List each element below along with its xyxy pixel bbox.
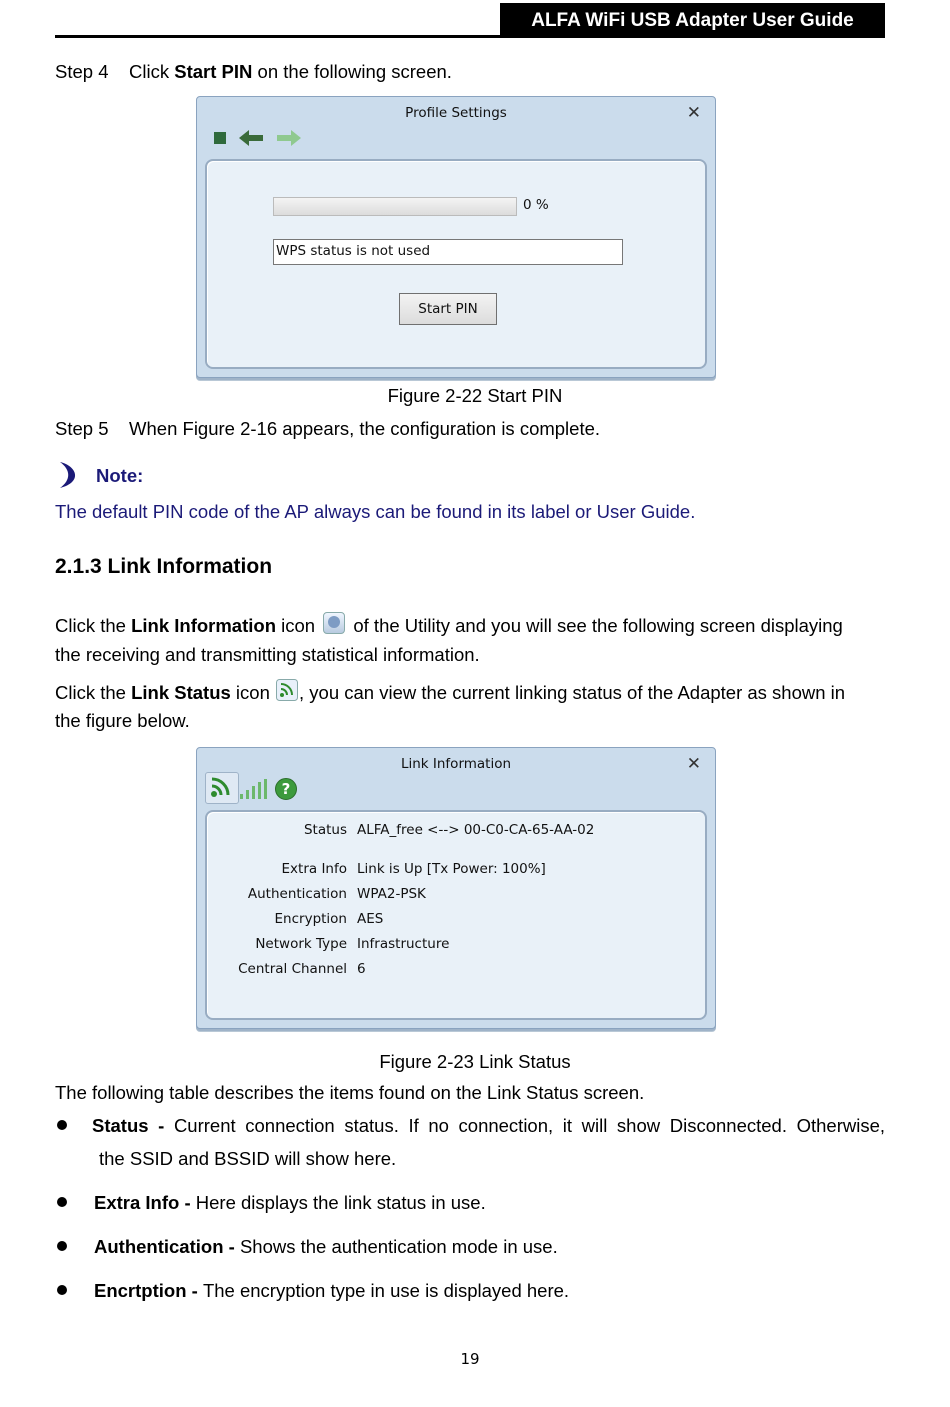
network-type-value: Infrastructure [357,936,450,952]
encryption-value: AES [357,911,384,927]
help-icon[interactable]: ? [275,778,297,800]
bullet-encryption: Encrtption - The encryption type in use is displayed here. [94,1280,570,1301]
wps-status-text: WPS status is not used [276,243,431,259]
dialog-title: Profile Settings [405,105,507,121]
profile-settings-dialog [196,96,716,378]
back-arrow-icon[interactable] [239,130,263,146]
wps-progress-bar [273,197,517,216]
close-icon[interactable]: ✕ [686,754,701,774]
bullet-dot [57,1241,67,1251]
figure-2-22-caption: Figure 2-22 Start PIN [387,385,563,406]
extra-info-label: Extra Info [281,861,347,877]
bullet-authentication: Authentication - Shows the authentication mode in use. [94,1236,558,1257]
signal-bars-icon[interactable] [239,778,271,800]
stop-icon[interactable] [214,132,226,144]
link-information-dialog [196,747,716,1029]
wps-status-field [273,239,623,265]
link-status-paragraph: Click the Link Status icon , you can view the current linking status of the Adapter as shown in [55,679,845,705]
tab-link-status[interactable] [205,772,239,804]
authentication-value: WPA2-PSK [357,886,426,902]
header-title: ALFA WiFi USB Adapter User Guide [500,3,885,38]
dialog-panel [205,810,707,1020]
bullet-extra-info: Extra Info - Here displays the link status in use. [94,1192,486,1213]
toolbar-icons [211,127,306,151]
dialog-title: Link Information [400,756,512,772]
extra-info-value: Link is Up [Tx Power: 100%] [357,861,546,877]
central-channel-value: 6 [357,961,366,977]
forward-arrow-icon[interactable] [277,130,301,146]
encryption-label: Encryption [274,911,347,927]
note-text: The default PIN code of the AP always can be found in its label or User Guide. [55,501,696,522]
bullet-dot [57,1285,67,1295]
link-status-icon [206,773,236,801]
link-status-icon [276,679,298,701]
bullet-dot [57,1197,67,1207]
step4-text: Step 4 Click Start PIN on the following screen. [55,61,452,82]
authentication-label: Authentication [247,886,347,902]
status-value: ALFA_free <--> 00-C0-CA-65-AA-02 [357,822,595,838]
progress-percent: 0 % [523,197,549,213]
network-type-label: Network Type [255,936,347,952]
step5-text: Step 5 When Figure 2-16 appears, the configuration is complete. [55,418,601,439]
close-icon[interactable]: ✕ [686,103,701,123]
dialog-panel [205,159,707,369]
table-intro: The following table describes the items found on the Link Status screen. [55,1082,645,1103]
link-info-paragraph-line2: the receiving and transmitting statistical information. [55,644,480,665]
figure-2-23-caption: Figure 2-23 Link Status [379,1051,571,1072]
bullet-dot [57,1120,67,1130]
central-channel-label: Central Channel [238,961,347,977]
start-pin-button[interactable]: Start PIN [399,293,497,325]
bullet-status-line2: the SSID and BSSID will show here. [99,1148,397,1169]
note-icon [57,460,83,490]
note-label: Note: [96,465,144,486]
link-information-icon [323,612,345,634]
status-label: Status [303,822,347,838]
section-heading: 2.1.3 Link Information [55,555,273,578]
bullet-status: Status - Current connection status. If no connection, it will show Disconnected. Otherwise, [92,1115,886,1136]
link-status-paragraph-line2: the figure below. [55,710,190,731]
link-info-paragraph: Click the Link Information icon of the Utility and you will see the following screen displaying [55,612,843,638]
page-number: 19 [460,1350,480,1368]
